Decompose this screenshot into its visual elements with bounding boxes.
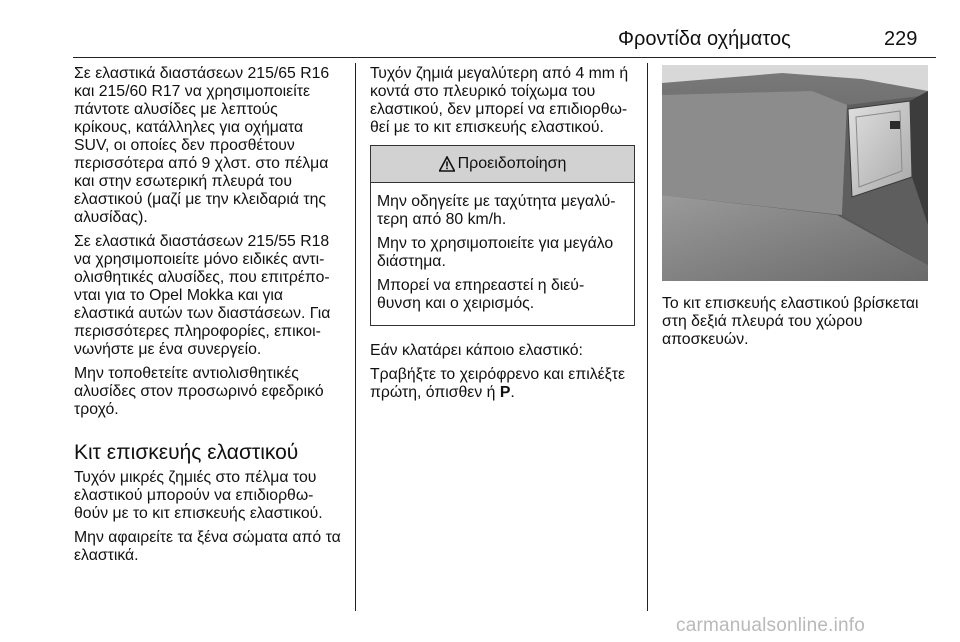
section-heading-repair-kit: Κιτ επισκευής ελαστικού [74,441,299,464]
paragraph-small-damage: Τυχόν μικρές ζημιές στο πέλμα του ελαστικού μπορούν να επιδιορθω- θούν με το κιτ επισκευής ελαστικού. [74,469,323,522]
warning-triangle-icon [439,156,455,172]
page-number: 229 [884,28,918,50]
warning-header [371,146,634,183]
trunk-side-panel-photo [662,65,928,281]
column-3 [662,65,932,355]
paragraph-handbrake [370,366,635,402]
paragraph-foreign-objects: Μην αφαιρείτε τα ξένα σώματα από τα ελαστικά. [74,529,341,564]
image-caption: Το κιτ επισκευής ελαστικού βρίσκεται στη δεξιά πλευρά του χώρου αποσκευών. [662,295,919,348]
column-divider-1 [355,63,356,611]
paragraph-large-damage: Τυχόν ζημιά μεγαλύτερη από 4 mm ή κοντά στο πλευρικό τοίχωμα του ελαστικού, δεν μπορεί να επιδιορθω- θεί με το κιτ επισκευής ελαστικού. [370,65,629,136]
gear-p-label: P [499,384,511,401]
warning-title: Προειδοποίηση [457,155,567,172]
header-rule [73,57,936,58]
warning-speed-limit: Μην οδηγείτε με ταχύτητα μεγαλύ- τερη από 80 km/h. [377,193,616,228]
paragraph-chains-215-65: Σε ελαστικά διαστάσεων 215/65 R16 και 215/60 R17 να χρησιμοποιείτε πάντοτε αλυσίδες με λεπτούς κρίκους, κατάλληλες για οχήματα SUV, οι οποίες δεν προσθέτουν περισσότερα από 9 χλστ. στο πέλμα και στην εσωτερική πλευρά του ελαστικού (μαζί με την κλειδαριά της αλυσίδας). [74,65,330,226]
column-divider-2 [647,63,648,611]
handbrake-text-end: . [510,384,515,401]
warning-duration: Μην το χρησιμοποιείτε για μεγάλο διάστημα. [377,235,614,270]
warning-body [371,183,634,325]
paragraph-chains-215-55: Σε ελαστικά διαστάσεων 215/55 R18 να χρησιμοποιείτε μόνο ειδικές αντι- ολισθητικές αλυσίδες, που επιτρέπο- νται για το Opel Mokka και για ελαστικά αυτών των διαστάσεων. Για περισσότερες πληροφορίες, επικοι- νωνήστε με ένα συνεργείο. [74,233,331,358]
handbrake-text: Τραβήξτε το χειρόφρενο και επιλέξτε πρώτη, όπισθεν ή [370,366,626,401]
column-1 [74,65,346,571]
paragraph-flat-tyre: Εάν κλατάρει κάποιο ελαστικό: [370,342,583,359]
paragraph-no-chains-spare: Μην τοποθετείτε αντιολισθητικές αλυσίδες στον προσωρινό εφεδρικό τροχό. [74,365,324,418]
watermark: carmanualsonline.info [676,615,866,636]
warning-handling: Μπορεί να επηρεαστεί η διεύ- θυνση και ο χειρισμός. [377,277,585,312]
warning-box [370,145,635,326]
running-header-title: Φροντίδα οχήματος [618,28,791,50]
column-2 [370,65,635,408]
